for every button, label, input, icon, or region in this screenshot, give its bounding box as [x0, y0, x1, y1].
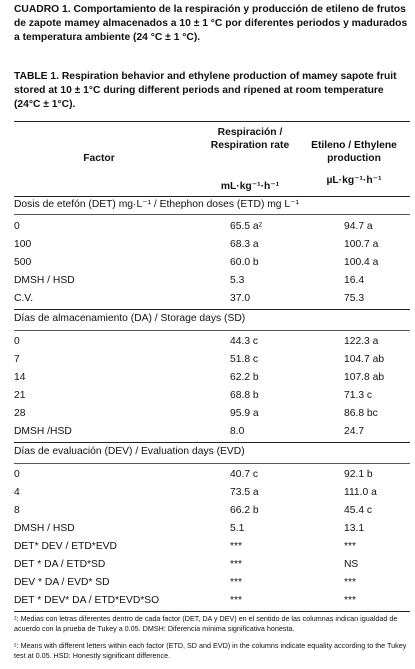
table-row: 8 66.2 b 45.4 c: [14, 505, 373, 516]
section-rule: [14, 463, 410, 464]
table-row: DMSH / HSD 5.1 13.1: [14, 523, 365, 534]
header-bottom-rule: [14, 196, 410, 197]
footnote-spanish: ᶻ: Medias con letras diferentes dentro de cada factor (DET, DA y DEV) en el sentido de las columnas indican igualdad de acuerdo con la prueba de Tukey a 0.05. DMSH: Diferencia mínima significativa honesta.: [14, 614, 398, 633]
table-row: 4 73.5 a 111.0 a: [14, 487, 377, 498]
table-row: 100 68.3 a 100.7 a: [14, 239, 379, 250]
section-title-ethephon: Dosis de etefón (DET) mg·L⁻¹ / Ethephon doses (ETD) mg L⁻¹: [14, 199, 299, 210]
header-ethylene-units: µL·kg⁻¹·h⁻¹: [326, 175, 382, 186]
caption-spanish: CUADRO 1. Comportamiento de la respiración y producción de etileno de frutos de zapote mamey almacenados a 10 ± 1 °C por diferentes periodos y madurados a temperatura ambiente (24 °C ± 1 °C).: [14, 4, 408, 44]
header-factor: Factor: [83, 153, 115, 164]
table-row: DET* DEV / ETD*EVD *** ***: [14, 541, 357, 552]
footnote-english: ᶻ: Means with different letters within each factor (ETD, SD and EVD) in the columns indicate equality according to the Tukey test at 0.05. HSD: Honestly significant difference.: [14, 641, 407, 660]
table-row: DMSH / HSD 5.3 16.4: [14, 275, 365, 286]
table-row: DEV * DA / EVD* SD *** ***: [14, 577, 357, 588]
table-row: 0 44.3 c 122.3 a: [14, 336, 379, 347]
table-row: DET * DA / ETD*SD *** NS: [14, 559, 359, 570]
header-ethylene: Etileno / Ethylene production: [311, 140, 397, 164]
table-row: DET * DEV* DA / ETD*EVD*SO *** ***: [14, 595, 357, 606]
table-row: 0 40.7 c 92.1 b: [14, 469, 373, 480]
table-row: 500 60.0 b 100.4 a: [14, 257, 379, 268]
table-row: 28 95.9 a 86.8 bc: [14, 408, 378, 419]
section-rule: [14, 214, 410, 215]
table-bottom-rule: [14, 611, 410, 612]
caption-english: TABLE 1. Respiration behavior and ethylene production of mamey sapote fruit stored at 10 ± 1°C during different periods and ripened at room temperature (24°C ± 1°C).: [14, 71, 397, 111]
table-row: 14 62.2 b 107.8 ab: [14, 372, 385, 383]
table-row: 21 68.8 b 71.3 c: [14, 390, 373, 401]
section-title-evaluation-days: Días de evaluación (DEV) / Evaluation days (EVD): [14, 446, 245, 457]
section-rule: [14, 442, 410, 443]
table-row: C.V. 37.0 75.3: [14, 293, 365, 304]
section-title-storage-days: Días de almacenamiento (DA) / Storage days (SD): [14, 313, 246, 324]
table-row: 7 51.8 c 104.7 ab: [14, 354, 385, 365]
table-row: 0 65.5 aᶻ 94.7 a: [14, 221, 373, 232]
header-respiration: Respiración / Respiration rate: [210, 127, 290, 151]
section-rule: [14, 309, 410, 310]
header-respiration-units: mL·kg⁻¹·h⁻¹: [220, 181, 280, 192]
table-top-rule: [14, 121, 410, 122]
table-row: DMSH /HSD 8.0 24.7: [14, 426, 365, 437]
section-rule: [14, 330, 410, 331]
